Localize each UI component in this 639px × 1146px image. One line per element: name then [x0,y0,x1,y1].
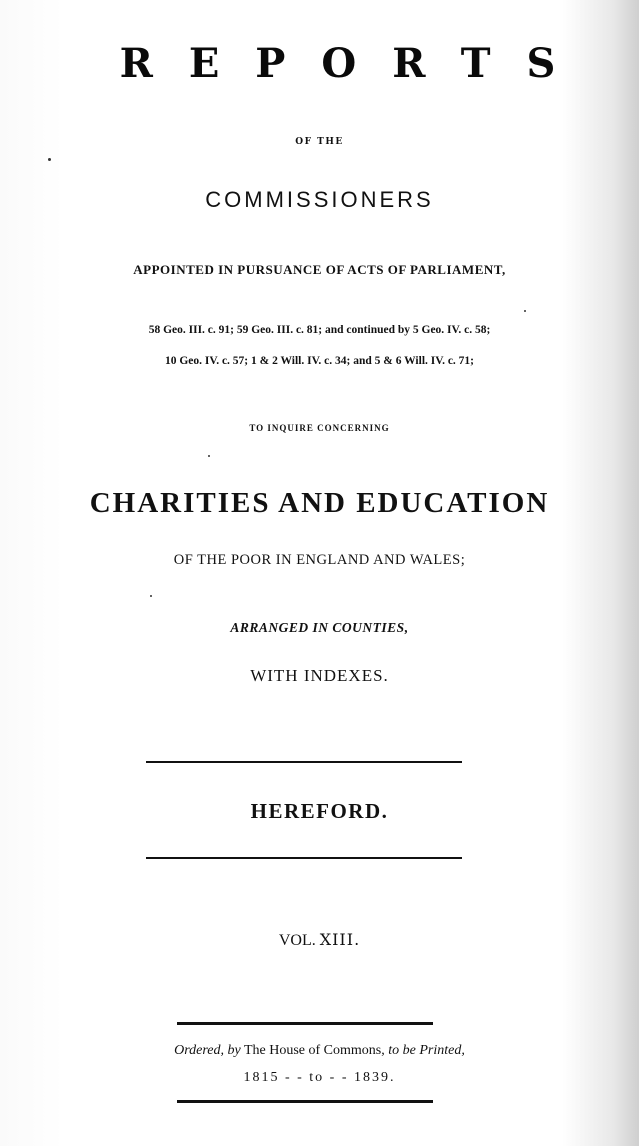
acts-line-2: 10 Geo. IV. c. 57; 1 & 2 Will. IV. c. 34; and 5 & 6 Will. IV. c. 71; [164,355,475,367]
ordered-line [0,1043,639,1059]
ink-speck [48,158,51,161]
divider-rule-bottom [146,857,462,859]
volume-label: VOL. [278,932,316,949]
arranged-text: ARRANGED IN COUNTIES, [230,620,409,635]
inquire-text: TO INQUIRE CONCERNING [249,423,390,433]
county-heading: HEREFORD. [250,799,389,823]
ordered-part-3: to be Printed, [388,1043,465,1058]
of-the-text: OF THE [295,137,344,147]
indexes-text: WITH INDEXES. [250,666,389,685]
volume-number: XIII. [319,930,361,949]
years-line: 1815 - - to - - 1839. [243,1070,396,1085]
ordered-part-2: The House of Commons, [243,1043,385,1058]
divider-rule-top [146,761,462,763]
report-title: REPORTS [119,40,592,87]
ink-speck [524,310,526,312]
ink-speck [150,595,152,597]
poor-text: OF THE POOR IN ENGLAND AND WALES; [173,552,466,568]
imprint-rule-top [177,1022,433,1025]
ink-speck [208,455,210,457]
ordered-part-1: Ordered, by [174,1043,241,1058]
imprint-rule-bottom [177,1100,433,1103]
charities-heading: CHARITIES AND EDUCATION [89,487,550,519]
volume-line [0,930,639,950]
appointed-text: APPOINTED IN PURSUANCE OF ACTS OF PARLIAMENT, [133,262,506,277]
acts-line-1: 58 Geo. III. c. 91; 59 Geo. III. c. 81; and continued by 5 Geo. IV. c. 58; [148,324,491,336]
commissioners-heading: COMMISSIONERS [205,187,434,212]
